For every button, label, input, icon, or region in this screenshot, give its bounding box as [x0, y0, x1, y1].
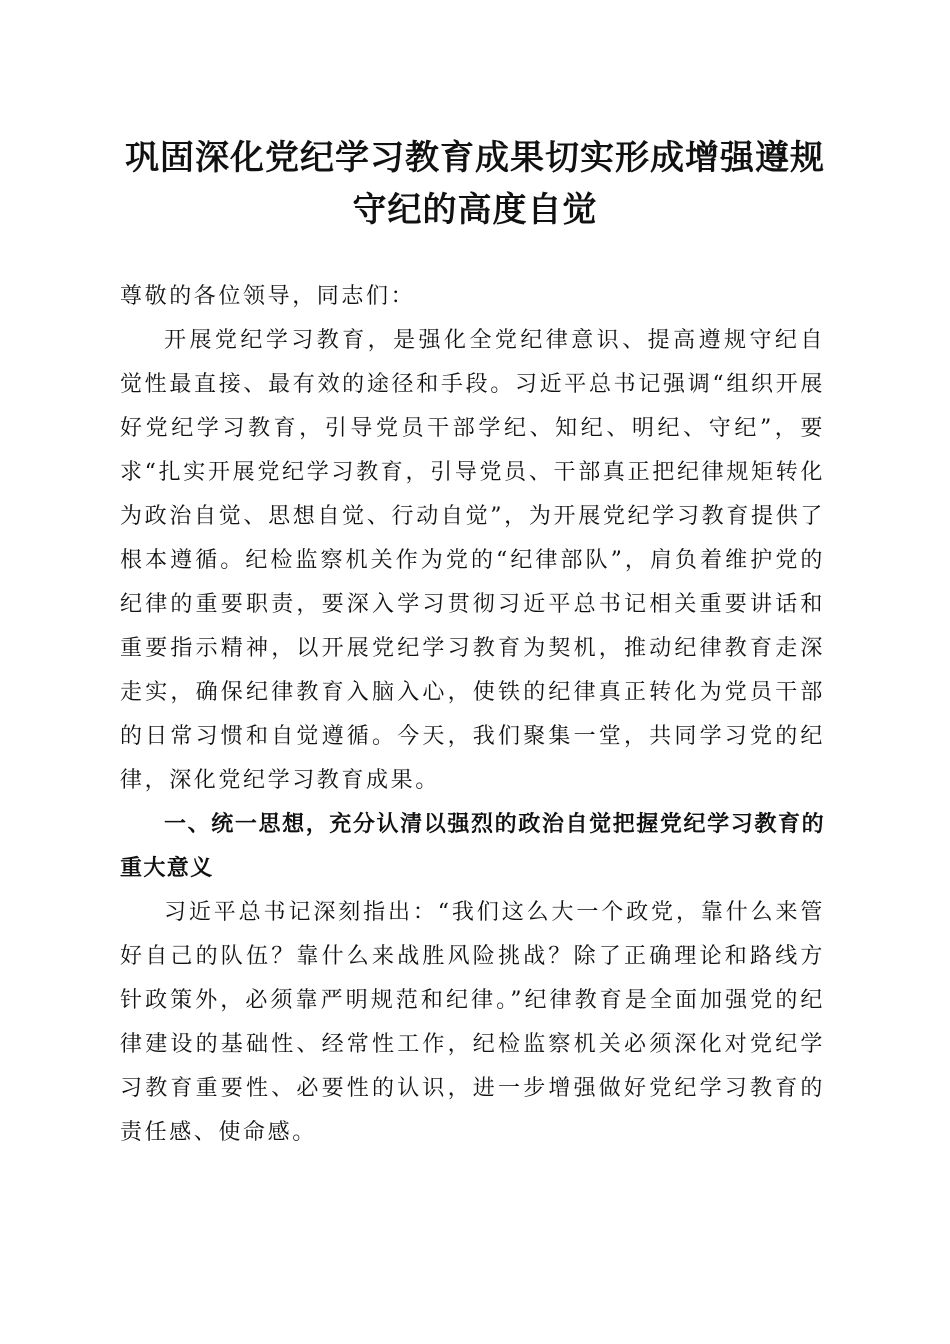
- paragraph-intro: 开展党纪学习教育，是强化全党纪律意识、提高遵规守纪自觉性最直接、最有效的途径和手段。习近平总书记强调“组织开展好党纪学习教育，引导党员干部学纪、知纪、明纪、守纪”，要求“扎实开展党纪学习教育，引导党员、干部真正把纪律规矩转化为政治自觉、思想自觉、行动自觉”，为开展党纪学习教育提供了根本遵循。纪检监察机关作为党的“纪律部队”，肩负着维护党的纪律的重要职责，要深入学习贯彻习近平总书记相关重要讲话和重要指示精神，以开展党纪学习教育为契机，推动纪律教育走深走实，确保纪律教育入脑入心，使铁的纪律真正转化为党员干部的日常习惯和自觉遵循。今天，我们聚集一堂，共同学习党的纪律，深化党纪学习教育成果。: [120, 328, 825, 793]
- document-body: [120, 275, 825, 1155]
- section-heading-1: 一、统一思想，充分认清以强烈的政治自觉把握党纪学习教育的重大意义: [120, 812, 825, 881]
- document-title: 巩固深化党纪学习教育成果切实形成增强遵规守纪的高度自觉: [125, 138, 825, 230]
- salutation: 尊敬的各位领导，同志们：: [120, 284, 416, 309]
- paragraph-section-1: 习近平总书记深刻指出：“我们这么大一个政党，靠什么来管好自己的队伍？靠什么来战胜风险挑战？除了正确理论和路线方针政策外，必须靠严明规范和纪律。”纪律教育是全面加强党的纪律建设的基础性、经常性工作，纪检监察机关必须深化对党纪学习教育重要性、必要性的认识，进一步增强做好党纪学习教育的责任感、使命感。: [120, 900, 825, 1145]
